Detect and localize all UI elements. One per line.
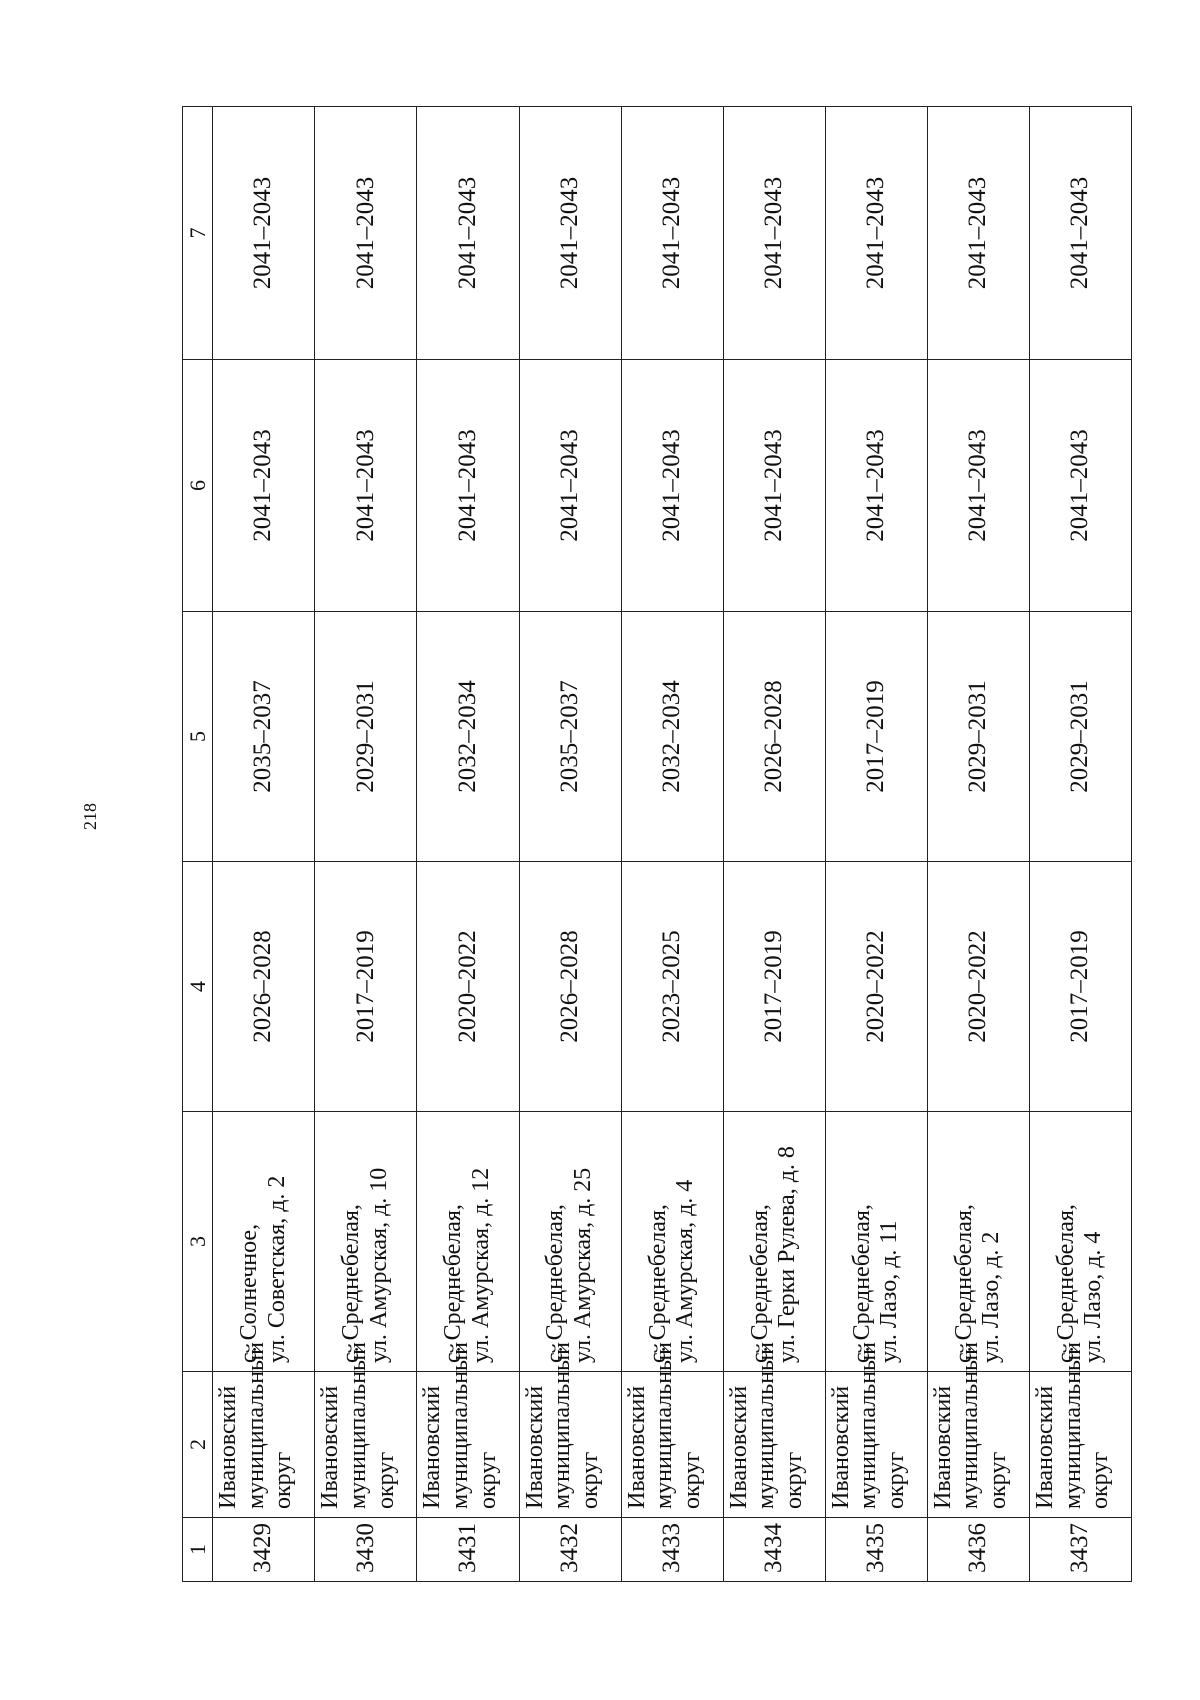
period-cell-c5: 2032–2034 <box>417 612 519 862</box>
period-cell-c4: 2017–2019 <box>1029 862 1131 1112</box>
period-cell-c7: 2041–2043 <box>519 107 621 360</box>
address-line: с. Солнечное, <box>236 1223 263 1363</box>
district-line: Ивановский <box>827 1385 854 1509</box>
district-line: муниципальный <box>344 1341 371 1509</box>
district-line: Ивановский <box>419 1385 446 1509</box>
row-number-cell: 3436 <box>927 1518 1029 1582</box>
district-line: округ <box>270 1451 297 1509</box>
row-number-cell: 3432 <box>519 1518 621 1582</box>
address-cell <box>519 1112 621 1372</box>
row-number-cell: 3430 <box>315 1518 417 1582</box>
district-line: округ <box>678 1451 705 1509</box>
period-cell-c4: 2017–2019 <box>315 862 417 1112</box>
period-cell-c6: 2041–2043 <box>417 360 519 612</box>
rotated-table-container <box>182 107 1132 1582</box>
district-line: муниципальный <box>651 1341 678 1509</box>
period-cell-c7: 2041–2043 <box>213 107 315 360</box>
address-cell <box>315 1112 417 1372</box>
district-line: муниципальный <box>855 1341 882 1509</box>
row-number-cell: 3431 <box>417 1518 519 1582</box>
header-col-3: 3 <box>183 1112 213 1372</box>
period-cell-c6: 2041–2043 <box>1029 360 1131 612</box>
period-cell-c4: 2020–2022 <box>927 862 1029 1112</box>
row-number-cell: 3433 <box>621 1518 723 1582</box>
period-cell-c6: 2041–2043 <box>519 360 621 612</box>
header-col-4: 4 <box>183 862 213 1112</box>
district-line: округ <box>882 1451 909 1509</box>
district-cell <box>519 1341 621 1518</box>
period-cell-c6: 2041–2043 <box>315 360 417 612</box>
period-cell-c5: 2029–2031 <box>315 612 417 862</box>
address-line: с. Среднебелая, <box>746 1204 773 1363</box>
period-cell-c4: 2023–2025 <box>621 862 723 1112</box>
period-cell-c6: 2041–2043 <box>825 360 927 612</box>
district-line: Ивановский <box>521 1385 548 1509</box>
district-line: муниципальный <box>242 1341 269 1509</box>
row-number-cell: 3434 <box>723 1518 825 1582</box>
address-line: ул. Амурская, д. 10 <box>365 1167 392 1363</box>
address-line: с. Среднебелая, <box>542 1204 569 1363</box>
registry-table <box>182 106 1132 1582</box>
district-line: округ <box>985 1451 1012 1509</box>
district-line: Ивановский <box>317 1385 344 1509</box>
period-cell-c6: 2041–2043 <box>213 360 315 612</box>
district-cell <box>315 1341 417 1518</box>
table-row <box>315 107 417 1582</box>
period-cell-c6: 2041–2043 <box>621 360 723 612</box>
district-line: муниципальный <box>753 1341 780 1509</box>
header-col-2: 2 <box>183 1372 213 1518</box>
table-row <box>1029 107 1131 1582</box>
header-col-6: 6 <box>183 360 213 612</box>
period-cell-c7: 2041–2043 <box>621 107 723 360</box>
table-row <box>621 107 723 1582</box>
address-line: с. Среднебелая, <box>1052 1204 1079 1363</box>
district-line: Ивановский <box>929 1385 956 1509</box>
header-col-5: 5 <box>183 612 213 862</box>
period-cell-c6: 2041–2043 <box>927 360 1029 612</box>
address-line: ул. Амурская, д. 12 <box>467 1167 494 1363</box>
address-cell <box>825 1112 927 1372</box>
period-cell-c6: 2041–2043 <box>723 360 825 612</box>
address-cell <box>417 1112 519 1372</box>
header-col-1: 1 <box>183 1518 213 1582</box>
district-cell <box>213 1341 315 1518</box>
district-cell <box>1029 1341 1131 1518</box>
address-line: ул. Лазо, д. 4 <box>1080 1231 1107 1363</box>
page-number: 218 <box>80 803 100 830</box>
district-cell <box>723 1341 825 1518</box>
period-cell-c7: 2041–2043 <box>825 107 927 360</box>
district-cell <box>621 1341 723 1518</box>
table-row <box>213 107 315 1582</box>
address-line: ул. Амурская, д. 4 <box>672 1179 699 1363</box>
address-line: с. Среднебелая, <box>644 1204 671 1363</box>
address-cell <box>621 1112 723 1372</box>
district-cell <box>417 1341 519 1518</box>
district-line: муниципальный <box>447 1341 474 1509</box>
row-number-cell: 3435 <box>825 1518 927 1582</box>
period-cell-c5: 2029–2031 <box>927 612 1029 862</box>
period-cell-c4: 2020–2022 <box>825 862 927 1112</box>
address-cell <box>1029 1112 1131 1372</box>
period-cell-c4: 2017–2019 <box>723 862 825 1112</box>
period-cell-c5: 2017–2019 <box>825 612 927 862</box>
address-cell <box>213 1112 315 1372</box>
period-cell-c7: 2041–2043 <box>723 107 825 360</box>
period-cell-c5: 2035–2037 <box>519 612 621 862</box>
period-cell-c7: 2041–2043 <box>417 107 519 360</box>
period-cell-c5: 2026–2028 <box>723 612 825 862</box>
period-cell-c7: 2041–2043 <box>315 107 417 360</box>
table-row <box>825 107 927 1582</box>
district-line: округ <box>576 1451 603 1509</box>
district-cell <box>825 1341 927 1518</box>
district-line: округ <box>1087 1451 1114 1509</box>
row-number-cell: 3429 <box>213 1518 315 1582</box>
district-line: Ивановский <box>1031 1385 1058 1509</box>
address-cell <box>927 1112 1029 1372</box>
district-line: Ивановский <box>725 1385 752 1509</box>
district-line: Ивановский <box>215 1385 242 1509</box>
table-row <box>927 107 1029 1582</box>
period-cell-c4: 2026–2028 <box>519 862 621 1112</box>
district-line: муниципальный <box>957 1341 984 1509</box>
table-row <box>723 107 825 1582</box>
header-col-7: 7 <box>183 107 213 360</box>
period-cell-c4: 2020–2022 <box>417 862 519 1112</box>
period-cell-c5: 2029–2031 <box>1029 612 1131 862</box>
table-row <box>417 107 519 1582</box>
period-cell-c7: 2041–2043 <box>1029 107 1131 360</box>
address-line: ул. Лазо, д. 2 <box>978 1231 1005 1363</box>
district-line: округ <box>780 1451 807 1509</box>
address-line: ул. Амурская, д. 25 <box>570 1167 597 1363</box>
address-line: ул. Герки Рулева, д. 8 <box>774 1146 801 1363</box>
period-cell-c5: 2035–2037 <box>213 612 315 862</box>
district-line: муниципальный <box>549 1341 576 1509</box>
period-cell-c7: 2041–2043 <box>927 107 1029 360</box>
address-line: ул. Лазо, д. 11 <box>876 1220 903 1363</box>
address-cell <box>723 1112 825 1372</box>
address-line: ул. Советская, д. 2 <box>263 1175 290 1363</box>
address-line: с. Среднебелая, <box>440 1204 467 1363</box>
district-line: округ <box>474 1451 501 1509</box>
district-line: муниципальный <box>1059 1341 1086 1509</box>
address-line: с. Среднебелая, <box>338 1204 365 1363</box>
period-cell-c5: 2032–2034 <box>621 612 723 862</box>
district-line: округ <box>372 1451 399 1509</box>
address-line: с. Среднебелая, <box>950 1204 977 1363</box>
district-line: Ивановский <box>623 1385 650 1509</box>
address-line: с. Среднебелая, <box>848 1204 875 1363</box>
table-row <box>519 107 621 1582</box>
row-number-cell: 3437 <box>1029 1518 1131 1582</box>
table-header-row <box>183 107 213 1582</box>
period-cell-c4: 2026–2028 <box>213 862 315 1112</box>
district-cell <box>927 1341 1029 1518</box>
table-body <box>213 107 1132 1582</box>
